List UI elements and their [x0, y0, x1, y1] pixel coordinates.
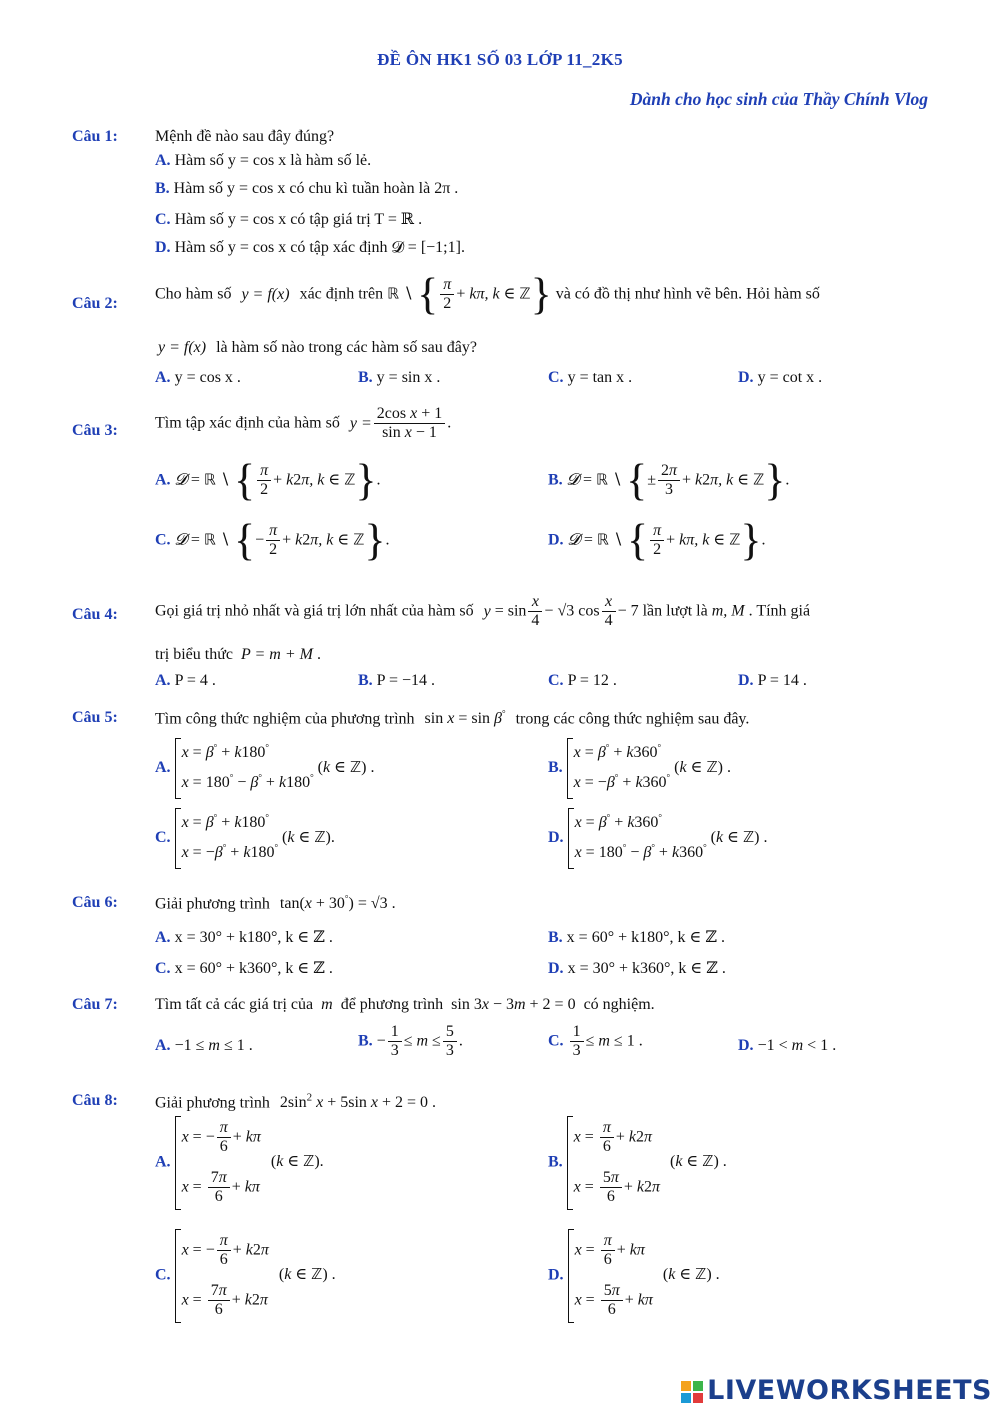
question-6-option-d[interactable]: D. x = 30° + k360°, k ∈ ℤ .: [548, 960, 726, 977]
question-3-option-b[interactable]: B. 𝓓 = ℝ ∖ {± $\frac{2\pi}{3}$ + k2π, k ∈ ℤ}.: [548, 455, 790, 505]
question-2-option-c[interactable]: C. y = tan x .: [548, 369, 633, 386]
page-subtitle: Dành cho học sinh của Thầy Chính Vlog: [629, 89, 928, 109]
question-7-text: Tìm tất cả các giá trị của m để phương trình sin 3x − 3m + 2 = 0 có nghiệm.: [155, 996, 655, 1013]
question-8-option-d[interactable]: D. x = $\frac{\pi}{6}$ + kπ x = $\frac{5\pi}{6}$ + kπ (k ∈ ℤ) .: [548, 1229, 720, 1323]
question-6-text: Giải phương trình tan(x + 30°) = √3 .: [155, 894, 396, 913]
logo-grid-icon: [681, 1381, 703, 1403]
question-6-option-c[interactable]: C. x = 60° + k360°, k ∈ ℤ .: [155, 960, 333, 977]
question-8-option-b[interactable]: B. x = $\frac{\pi}{6}$ + k2π x = $\frac{5\pi}{6}$ + k2π (k ∈ ℤ) .: [548, 1116, 727, 1210]
question-7-option-a[interactable]: A. −1 ≤ m ≤ 1 .: [155, 1037, 253, 1054]
question-2-text: Cho hàm số y = f(x) xác định trên ℝ ∖ { $\frac{\pi}{2}$ + kπ, k ∈ ℤ} và có đồ thị như hình vẽ bên. Hỏi hàm số: [155, 269, 820, 319]
liveworksheets-logo[interactable]: [681, 1375, 992, 1406]
question-6-label: Câu 6:: [72, 894, 118, 911]
question-8-label: Câu 8:: [72, 1092, 118, 1109]
question-4-text: Gọi giá trị nhỏ nhất và giá trị lớn nhất của hàm số y = sin $\frac{x}{4}$ − √3 cos $\frac{x}{4}$ − 7 lần lượt là m, M . Tính giá: [155, 593, 811, 630]
question-1-option-d[interactable]: D. Hàm số y = cos x có tập xác định 𝓓 = [−1;1].: [155, 239, 465, 256]
question-4-option-a[interactable]: A. P = 4 .: [155, 672, 216, 689]
question-6-option-a[interactable]: A. x = 30° + k180°, k ∈ ℤ .: [155, 929, 333, 946]
question-2-option-b[interactable]: B. y = sin x .: [358, 369, 441, 386]
question-5-option-a[interactable]: A. x = β° + k180° x = 180° − β° + k180° (k ∈ ℤ) .: [155, 738, 374, 799]
page-title: ĐỀ ÔN HK1 SỐ 03 LỚP 11_2K5: [377, 50, 623, 69]
question-5-label: Câu 5:: [72, 709, 118, 726]
question-7-option-c[interactable]: C. $\frac{1}{3}$ ≤ m ≤ 1 .: [548, 1023, 643, 1060]
question-1-option-b[interactable]: B. Hàm số y = cos x có chu kì tuần hoàn là 2π .: [155, 180, 459, 197]
question-5-option-b[interactable]: B. x = β° + k360° x = −β° + k360° (k ∈ ℤ) .: [548, 738, 731, 799]
question-8-text: Giải phương trình $2\sin^2$ x + 5sin x + 2 = 0 .: [155, 1092, 437, 1112]
question-7-label: Câu 7:: [72, 996, 118, 1013]
question-3-option-a[interactable]: A. 𝓓 = ℝ ∖ { $\frac{\pi}{2}$ + k2π, k ∈ ℤ}.: [155, 455, 381, 505]
question-1-option-a[interactable]: A. Hàm số y = cos x là hàm số lẻ.: [155, 152, 372, 169]
question-4-option-b[interactable]: B. P = −14 .: [358, 672, 436, 689]
question-3-label: Câu 3:: [72, 422, 118, 439]
question-3-option-d[interactable]: D. 𝓓 = ℝ ∖ { $\frac{\pi}{2}$ + kπ, k ∈ ℤ}.: [548, 515, 766, 565]
question-3-option-c[interactable]: C. 𝓓 = ℝ ∖ {− $\frac{\pi}{2}$ + k2π, k ∈ ℤ}.: [155, 515, 390, 565]
question-4-option-d[interactable]: D. P = 14 .: [738, 672, 807, 689]
question-5-option-d[interactable]: D. x = β° + k360° x = 180° − β° + k360° (k ∈ ℤ) .: [548, 808, 767, 869]
question-1-text: Mệnh đề nào sau đây đúng?: [155, 128, 335, 145]
logo-text: LIVEWORKSHEETS: [707, 1375, 992, 1406]
question-6-option-b[interactable]: B. x = 60° + k180°, k ∈ ℤ .: [548, 929, 726, 946]
question-4-text-cont: trị biểu thức P = m + M .: [155, 646, 321, 663]
question-5-option-c[interactable]: C. x = β° + k180° x = −β° + k180° (k ∈ ℤ).: [155, 808, 335, 869]
question-2-label: Câu 2:: [72, 295, 118, 312]
question-4-label: Câu 4:: [72, 606, 118, 623]
question-4-option-c[interactable]: C. P = 12 .: [548, 672, 617, 689]
question-3-text: Tìm tập xác định của hàm số y = $\frac{\text{2cos x + 1}}{\text{sin x − 1}}$ .: [155, 405, 452, 442]
question-5-text: Tìm công thức nghiệm của phương trình sin x = sin β° trong các công thức nghiệm sau đây.: [155, 709, 750, 728]
question-7-option-d[interactable]: D. −1 < m < 1 .: [738, 1037, 837, 1054]
question-1-label: Câu 1:: [72, 128, 118, 145]
question-8-option-a[interactable]: A. x = − $\frac{\pi}{6}$ + kπ x = $\frac{7\pi}{6}$ + kπ (k ∈ ℤ).: [155, 1116, 324, 1210]
question-2-option-a[interactable]: A. y = cos x .: [155, 369, 241, 386]
question-2-option-d[interactable]: D. y = cot x .: [738, 369, 823, 386]
question-7-option-b[interactable]: B. − $\frac{1}{3}$ ≤ m ≤ $\frac{5}{3}$ .: [358, 1023, 463, 1060]
question-8-option-c[interactable]: C. x = − $\frac{\pi}{6}$ + k2π x = $\frac{7\pi}{6}$ + k2π (k ∈ ℤ) .: [155, 1229, 336, 1323]
question-1-option-c[interactable]: C. Hàm số y = cos x có tập giá trị T = ℝ .: [155, 211, 423, 228]
question-2-text-cont: y = f(x) là hàm số nào trong các hàm số sau đây?: [158, 339, 477, 356]
